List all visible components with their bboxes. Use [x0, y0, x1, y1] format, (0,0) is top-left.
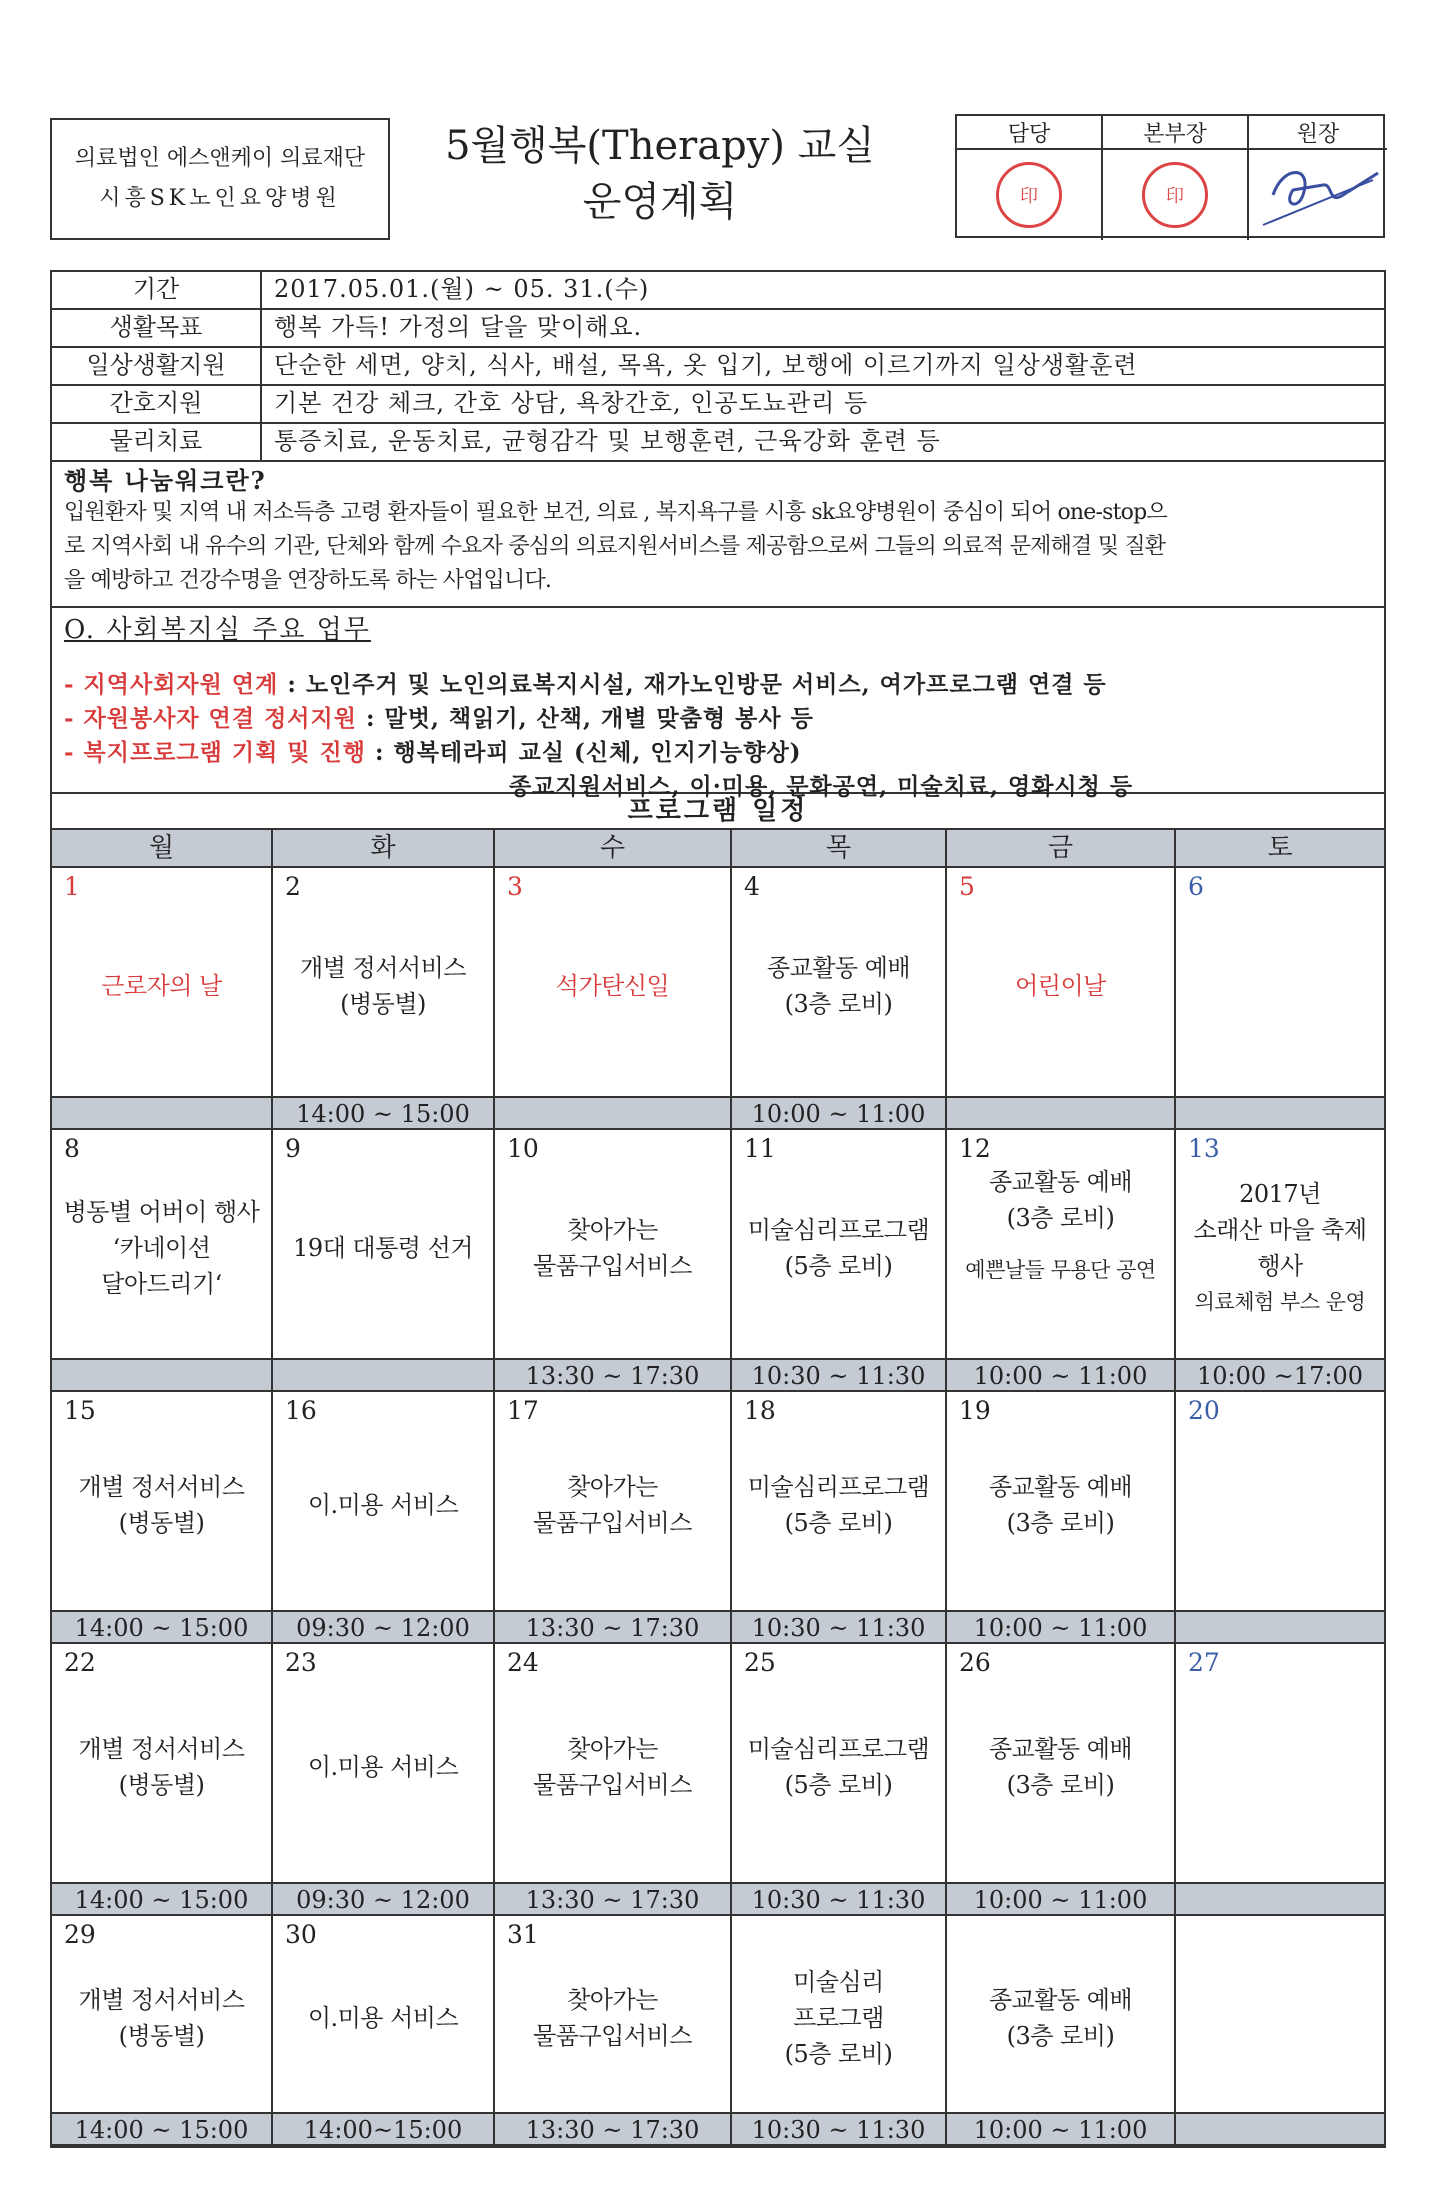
day-number: 5	[959, 872, 975, 901]
calendar-day-cell	[52, 1130, 273, 1358]
day-number: 11	[744, 1134, 776, 1163]
event-text: (5층 로비)	[784, 1771, 893, 1799]
time-slot	[1176, 1096, 1384, 1130]
day-number: 15	[64, 1396, 96, 1425]
event-text: (병동별)	[118, 2022, 205, 2050]
calendar-day-cell	[52, 1916, 273, 2112]
calendar-day-cell	[495, 1392, 732, 1610]
time-slot: 10:30 ~ 11:30	[732, 1610, 947, 1644]
time-slot: 13:30 ~ 17:30	[495, 1882, 732, 1916]
event-text: 종교활동 예배	[766, 954, 911, 982]
day-header-wed: 수	[495, 830, 732, 868]
day-number: 8	[64, 1134, 80, 1163]
event-text: 미술심리프로그램	[747, 1735, 930, 1763]
day-number: 4	[744, 872, 760, 901]
event-text: (3층 로비)	[1006, 1771, 1115, 1799]
time-slot: 10:30 ~ 11:30	[732, 1882, 947, 1916]
event-text: 예쁜날들 무용단 공연	[965, 1258, 1156, 1282]
time-slot	[1176, 1610, 1384, 1644]
day-number: 18	[744, 1396, 776, 1425]
time-slot	[1176, 1882, 1384, 1916]
event-text: (3층 로비)	[1006, 1509, 1115, 1537]
day-number: 16	[285, 1396, 317, 1425]
duty-text: : 노인주거 및 노인의료복지시설, 재가노인방문 서비스, 여가프로그램 연결 등	[278, 671, 1107, 698]
day-number: 17	[507, 1396, 539, 1425]
duties-heading: O. 사회복지실 주요 업무	[64, 615, 371, 645]
event-text: 달아드리기‘	[101, 1270, 222, 1298]
approval-director-seal	[1103, 150, 1249, 240]
event-text: (3층 로비)	[1006, 1204, 1115, 1232]
time-slot: 13:30 ~ 17:30	[495, 1358, 732, 1392]
time-slot: 10:00 ~ 11:00	[947, 1610, 1176, 1644]
info-label: 일상생활지원	[52, 348, 262, 384]
time-slot: 14:00~15:00	[273, 2112, 495, 2146]
day-number: 3	[507, 872, 523, 901]
day-number: 9	[285, 1134, 301, 1163]
calendar-day-cell	[495, 1916, 732, 2112]
time-slot: 13:30 ~ 17:30	[495, 2112, 732, 2146]
day-number: 12	[959, 1134, 991, 1163]
page-title	[420, 118, 900, 230]
organization-box	[50, 118, 390, 240]
org-name-line1: 의료법인 에스앤케이 의료재단	[74, 146, 366, 171]
seal-stamp-icon: 印	[996, 162, 1062, 228]
event-text: 어린이날	[1015, 972, 1106, 1000]
approval-header-staff: 담당	[957, 116, 1103, 150]
day-number: 30	[285, 1920, 317, 1949]
event-text: ‘카네이션	[112, 1234, 211, 1262]
day-header-sat: 토	[1176, 830, 1384, 868]
duty-continuation: 종교지원서비스, 이·미용, 문화공연, 미술치료, 영화시청 등	[509, 773, 1134, 800]
time-slot	[273, 1358, 495, 1392]
event-text: 물품구입서비스	[533, 1771, 692, 1799]
calendar-day-cell	[947, 1130, 1176, 1358]
signature-icon	[1253, 155, 1383, 235]
event-text: 2017년	[1239, 1180, 1321, 1208]
calendar-day-cell	[495, 1644, 732, 1882]
time-slot: 10:30 ~ 11:30	[732, 1358, 947, 1392]
event-text: 의료체험 부스 운영	[1194, 1290, 1366, 1314]
event-text: 소래산 마을 축제	[1193, 1216, 1367, 1244]
org-name-line2: 시흥SK노인요양병원	[99, 186, 341, 211]
title-line2: 운영계획	[582, 179, 738, 225]
event-text: (3층 로비)	[784, 990, 893, 1018]
calendar-day-cell	[273, 1130, 495, 1358]
event-text: 물품구입서비스	[533, 1509, 692, 1537]
time-slot	[947, 1096, 1176, 1130]
time-slot: 14:00 ~ 15:00	[273, 1096, 495, 1130]
nanum-text-line: 입원환자 및 지역 내 저소득층 고령 환자들이 필요한 보건, 의료 , 복지욕구를 시흥 sk요양병원이 중심이 되어 one-stop으	[64, 500, 1167, 525]
event-text: 찾아가는	[567, 1735, 658, 1763]
info-label: 물리치료	[52, 424, 262, 460]
calendar-day-cell	[1176, 1644, 1384, 1882]
nanum-text-line: 로 지역사회 내 유수의 기관, 단체와 함께 수요자 중심의 의료지원서비스를 제공함으로써 그들의 의료적 문제해결 및 질환	[64, 534, 1166, 559]
day-number: 22	[64, 1648, 96, 1677]
calendar-day-cell	[1176, 868, 1384, 1096]
time-slot: 10:30 ~ 11:30	[732, 2112, 947, 2146]
approval-staff-seal	[957, 150, 1103, 240]
calendar-day-cell	[495, 868, 732, 1096]
info-value: 통증치료, 운동치료, 균형감각 및 보행훈련, 근육강화 훈련 등	[274, 427, 941, 455]
day-number: 26	[959, 1648, 991, 1677]
calendar-day-cell	[1176, 1130, 1384, 1358]
event-text: 개별 정서서비스	[78, 1986, 245, 2014]
event-text: 석가탄신일	[555, 972, 670, 1000]
seal-stamp-icon: 印	[1142, 162, 1208, 228]
time-slot: 13:30 ~ 17:30	[495, 1610, 732, 1644]
event-text: (5층 로비)	[784, 1252, 893, 1280]
duty-item	[64, 736, 1372, 770]
event-text: 찾아가는	[567, 1473, 658, 1501]
event-text: (병동별)	[118, 1509, 205, 1537]
event-text: 종교활동 예배	[988, 1473, 1133, 1501]
day-number: 31	[507, 1920, 539, 1949]
calendar-day-cell	[52, 868, 273, 1096]
info-label: 생활목표	[52, 310, 262, 346]
info-row	[52, 424, 1384, 462]
event-text: 행사	[1257, 1252, 1303, 1280]
duty-text: : 말벗, 책읽기, 산책, 개별 맞춤형 봉사 등	[356, 705, 814, 732]
day-number: 23	[285, 1648, 317, 1677]
calendar-day-cell	[495, 1130, 732, 1358]
time-slot: 14:00 ~ 15:00	[52, 1882, 273, 1916]
day-number: 29	[64, 1920, 96, 1949]
event-text: 미술심리	[793, 1968, 884, 1996]
day-number: 6	[1188, 872, 1204, 901]
approval-chief-signature	[1249, 150, 1387, 240]
calendar-grid	[52, 830, 1384, 2146]
nanum-section	[52, 462, 1384, 608]
calendar-day-cell	[1176, 1916, 1384, 2112]
info-value: 행복 가득! 가정의 달을 맞이해요.	[274, 313, 643, 341]
info-value: 단순한 세면, 양치, 식사, 배설, 목욕, 옷 입기, 보행에 이르기까지 일상생활훈련	[274, 351, 1138, 379]
event-text: 프로그램	[793, 2004, 884, 2032]
day-header-tue: 화	[273, 830, 495, 868]
calendar-day-cell	[947, 868, 1176, 1096]
info-row	[52, 348, 1384, 386]
info-value: 2017.05.01.(월) ~ 05. 31.(수)	[274, 275, 650, 303]
duty-text: : 행복테라피 교실 (신체, 인지기능향상)	[365, 739, 802, 766]
calendar-day-cell	[732, 1916, 947, 2112]
nanum-text-line: 을 예방하고 건강수명을 연장하도록 하는 사업입니다.	[64, 568, 552, 593]
duty-item	[64, 668, 1372, 702]
event-text: 종교활동 예배	[988, 1986, 1133, 2014]
schedule-title: 프로그램 일정	[52, 794, 1384, 830]
calendar-day-cell	[732, 1644, 947, 1882]
event-text: (병동별)	[118, 1771, 205, 1799]
event-text: 종교활동 예배	[988, 1735, 1133, 1763]
duties-section	[52, 608, 1384, 800]
event-text: (병동별)	[340, 990, 426, 1018]
day-number: 13	[1188, 1134, 1220, 1163]
calendar-day-cell	[947, 1392, 1176, 1610]
time-slot	[1176, 2112, 1384, 2146]
event-text: 미술심리프로그램	[747, 1216, 930, 1244]
calendar-day-cell	[947, 1916, 1176, 2112]
event-text: 개별 정서서비스	[78, 1735, 245, 1763]
calendar-day-cell	[273, 1916, 495, 2112]
time-slot: 10:00 ~17:00	[1176, 1358, 1384, 1392]
time-slot	[52, 1096, 273, 1130]
calendar-day-cell	[732, 1130, 947, 1358]
day-header-fri: 금	[947, 830, 1176, 868]
event-text: 19대 대통령 선거	[293, 1234, 473, 1262]
info-label: 기간	[52, 272, 262, 308]
day-number: 25	[744, 1648, 776, 1677]
event-text: 미술심리프로그램	[747, 1473, 930, 1501]
time-slot: 14:00 ~ 15:00	[52, 2112, 273, 2146]
time-slot	[52, 1358, 273, 1392]
calendar-day-cell	[732, 1392, 947, 1610]
time-slot: 10:00 ~ 11:00	[947, 1882, 1176, 1916]
event-text: (3층 로비)	[1006, 2022, 1115, 2050]
calendar-day-cell	[52, 1644, 273, 1882]
day-number: 19	[959, 1396, 991, 1425]
event-text: 개별 정서서비스	[300, 954, 466, 982]
approval-box	[955, 114, 1385, 238]
calendar-day-cell	[1176, 1392, 1384, 1610]
day-header-mon: 월	[52, 830, 273, 868]
title-line1: 5월행복(Therapy) 교실	[445, 123, 875, 169]
approval-header-chief: 원장	[1249, 116, 1387, 150]
info-row	[52, 310, 1384, 348]
calendar-day-cell	[273, 868, 495, 1096]
info-value: 기본 건강 체크, 간호 상담, 욕창간호, 인공도뇨관리 등	[274, 389, 869, 417]
day-number: 27	[1188, 1648, 1220, 1677]
event-text: 찾아가는	[567, 1216, 658, 1244]
event-text: 물품구입서비스	[533, 2022, 692, 2050]
event-text: 근로자의 날	[101, 972, 222, 1000]
day-number: 1	[64, 872, 80, 901]
nanum-heading: 행복 나눔워크란?	[64, 466, 267, 495]
event-text: 이.미용 서비스	[307, 1491, 459, 1519]
day-number: 2	[285, 872, 301, 901]
time-slot: 10:00 ~ 11:00	[947, 1358, 1176, 1392]
time-slot	[495, 1096, 732, 1130]
main-table	[50, 270, 1386, 2148]
time-slot: 10:00 ~ 11:00	[947, 2112, 1176, 2146]
time-slot: 10:00 ~ 11:00	[732, 1096, 947, 1130]
duty-label: - 지역사회자원 연계	[64, 671, 279, 698]
event-text: 이.미용 서비스	[307, 1753, 459, 1781]
day-number: 20	[1188, 1396, 1220, 1425]
event-text: (5층 로비)	[784, 1509, 893, 1537]
duty-label: - 자원봉사자 연결 정서지원	[64, 705, 357, 732]
duty-label: - 복지프로그램 기획 및 진행	[64, 739, 366, 766]
info-label: 간호지원	[52, 386, 262, 422]
calendar-day-cell	[273, 1644, 495, 1882]
event-text: 이.미용 서비스	[307, 2004, 459, 2032]
event-text: (5층 로비)	[784, 2040, 893, 2068]
info-row	[52, 272, 1384, 310]
time-slot: 09:30 ~ 12:00	[273, 1882, 495, 1916]
event-text: 찾아가는	[567, 1986, 658, 2014]
time-slot: 14:00 ~ 15:00	[52, 1610, 273, 1644]
event-text: 개별 정서서비스	[78, 1473, 245, 1501]
approval-header-director: 본부장	[1103, 116, 1249, 150]
day-number: 24	[507, 1648, 539, 1677]
day-header-thu: 목	[732, 830, 947, 868]
event-text: 물품구입서비스	[533, 1252, 692, 1280]
time-slot: 09:30 ~ 12:00	[273, 1610, 495, 1644]
calendar-day-cell	[273, 1392, 495, 1610]
duty-item	[64, 702, 1372, 736]
calendar-day-cell	[947, 1644, 1176, 1882]
calendar-day-cell	[52, 1392, 273, 1610]
calendar-day-cell	[732, 868, 947, 1096]
day-number: 10	[507, 1134, 539, 1163]
event-text: 병동별 어버이 행사	[63, 1198, 260, 1226]
info-row	[52, 386, 1384, 424]
event-text: 종교활동 예배	[988, 1168, 1133, 1196]
